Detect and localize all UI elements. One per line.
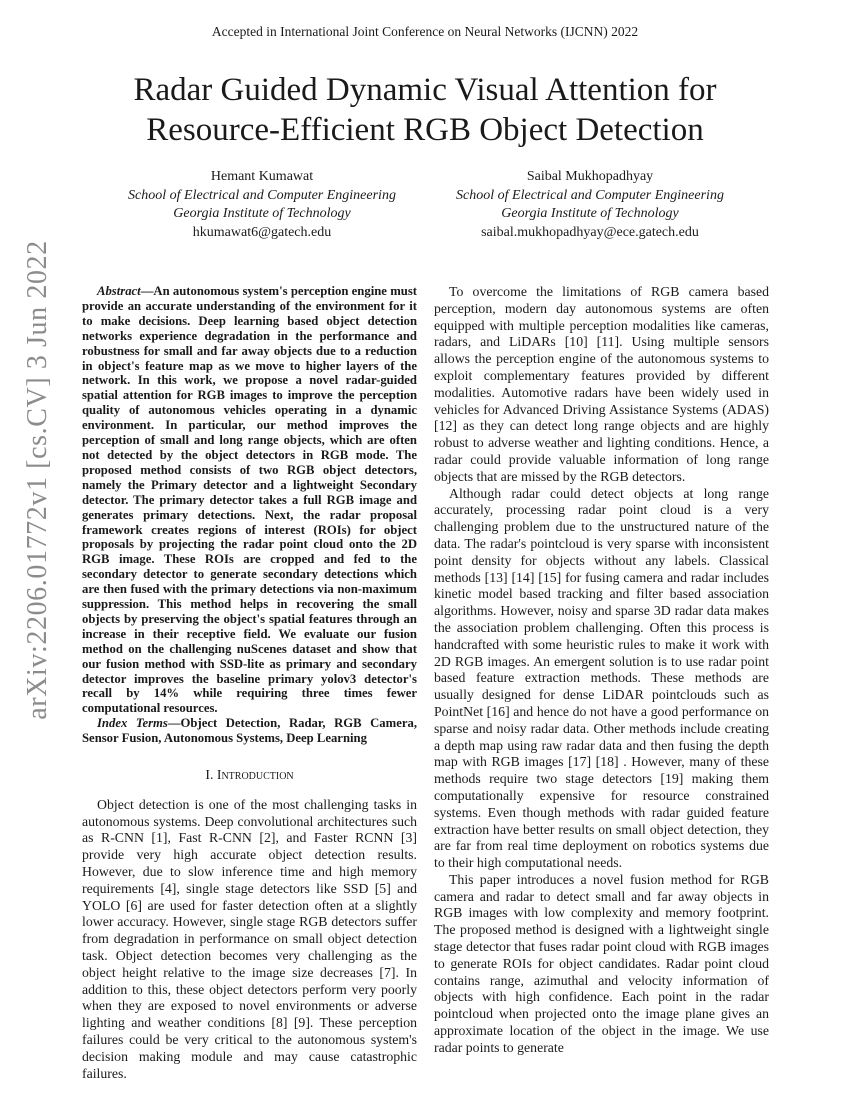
paper-title-line-1: Radar Guided Dynamic Visual Attention for bbox=[133, 72, 717, 108]
author-department: School of Electrical and Computer Engineering bbox=[128, 187, 396, 203]
index-terms-text: —Object Detection, Radar, RGB Camera, Sensor Fusion, Autonomous Systems, Deep Learning bbox=[82, 716, 417, 746]
index-terms-label: Index Terms bbox=[97, 716, 168, 731]
author-institution: Georgia Institute of Technology bbox=[501, 206, 679, 221]
abstract-text: —An autonomous system's perception engine must provide an accurate understanding of the environment for it to make decisions. Deep learning based object detection networks experience degradation in the performance and robustness for small and far away objects due to a reduction in object's feature map as we move to higher layers of the network. In this work, we propose a novel radar-guided spatial attention for RGB images to improve the perception quality of autonomous vehicles operating in a dynamic environment. In particular, our method improves the perception of small and long range objects, which are often not detected by the object detectors in RGB mode. The proposed method consists of two RGB object detectors, namely the Primary detector and a lightweight Secondary detector. The primary detector takes a full RGB image and generates primary detections. Next, the radar proposal framework creates regions of interest (ROIs) for object proposals by projecting the radar point cloud onto the 2D RGB image. These ROIs are cropped and fed to the secondary detector to generate secondary detections which are then fused with the primary detections via non-maximum suppression. This method helps in recovering the small objects by preserving the object's spatial features through an increase in their receptive field. We evaluate our fusion method on the challenging nuScenes dataset and show that our fusion method with SSD-lite as primary and secondary detector improves the baseline primary yolov3 detector's recall by 14% while requiring three times fewer computational resources. bbox=[82, 284, 417, 716]
intro-paragraph-1: Object detection is one of the most challenging tasks in autonomous systems. Deep convolutional architectures such as R-CNN [1], Fast R-CNN [2], and Faster RCNN [3] provide very high accurate object detection results. However, due to slow inference time and high memory requirements [4], single stage detectors like SSD [5] and YOLO [6] are used for faster detection often at a slightly lower accuracy. However, single stage RGB detectors suffer from degradation in performance on small object detection task. Object detection becomes very challenging as the object height relative to the image size decreases [7]. In addition to this, these object detectors perform very poorly when they are exposed to novel environments or adverse lighting and weather conditions [8] [9]. These perception failures could be very critical to the autonomous system's decision making module and may cause catastrophic failures. bbox=[82, 796, 417, 1081]
paper-title bbox=[60, 70, 790, 150]
abstract bbox=[82, 284, 417, 716]
intro-paragraph-2: To overcome the limitations of RGB camera based perception, modern day autonomous systems are often equipped with multiple perception modalities like cameras, radars, and LiDARs [10] [11]. Using multiple sensors allows the perception engine of the autonomous systems to exploit complementary features provided by different modalities. Automotive radars have been widely used in vehicles for Advanced Driving Assistance Systems (ADAS) [12] as they can detect long range objects and are highly robust to adverse weather and lighting conditions. Hence, a radar could provide valuable information of long range objects that are missed by the RGB detectors. bbox=[434, 284, 769, 484]
author-institution: Georgia Institute of Technology bbox=[173, 206, 351, 221]
section-number: I. bbox=[205, 767, 214, 783]
arxiv-stamp: arXiv:2206.01772v1 [cs.CV] 3 Jun 2022 bbox=[22, 240, 53, 720]
author-name: Hemant Kumawat bbox=[210, 169, 314, 184]
intro-paragraph-3: Although radar could detect objects at long range accurately, processing radar point cloud is a very challenging problem due to the unstructured nature of the data. The radar's pointcloud is very sparse with inconsistent point density for objects without any labels. Classical methods [13] [14] [15] for fusing camera and radar includes kinetic model based tracking and filter based association algorithms. However, noisy and sparse 3D radar data makes the association problem challenging. Often this process is handcrafted with some heuristic rules to make it work with 2D RGB images. An emergent solution is to use radar point based feature extraction methods. These methods are usually designed for dense LiDAR pointclouds such as PointNet [16] and hence do not have a good performance on sparse and noisy radar data. Other methods include creating a depth map using raw radar data and then fusing the depth map with RGB images [17] [18] . However, many of these methods require two stage detectors [19] making them computationally expensive for resource constrained systems. Even though methods with radar guided feature extraction have better results on small object detection, they are far from real time deployment on robotics systems due to their high computational needs. bbox=[434, 485, 769, 871]
author-department: School of Electrical and Computer Engineering bbox=[456, 187, 724, 203]
author-email: saibal.mukhopadhyay@ece.gatech.edu bbox=[481, 224, 699, 240]
section-title: Introduction bbox=[216, 767, 294, 783]
author-name: Saibal Mukhopadhyay bbox=[526, 169, 654, 184]
intro-paragraph-4: This paper introduces a novel fusion method for RGB camera and radar to detect small and far away objects in RGB images with low complexity and memory footprint. The proposed method is designed with a lightweight single stage detector that fuses radar point cloud with RGB images to generate ROIs for object candidates. Radar point cloud contains range, azimuthal and velocity information of objects with high confidence. Each point in the radar pointcloud when projected onto the image plane gives an approximate location of the object in the image. We use radar points to generate bbox=[434, 871, 769, 1055]
paper-title-line-2: Resource-Efficient RGB Object Detection bbox=[146, 112, 704, 148]
abstract-label: Abstract bbox=[97, 284, 141, 298]
index-terms bbox=[82, 716, 417, 746]
author-block-2 bbox=[440, 168, 740, 242]
right-column bbox=[434, 284, 769, 1057]
section-heading-introduction bbox=[82, 767, 417, 784]
acceptance-note: Accepted in International Joint Conference on Neural Networks (IJCNN) 2022 bbox=[211, 24, 639, 39]
author-email: hkumawat6@gatech.edu bbox=[192, 224, 332, 240]
author-block-1 bbox=[112, 168, 412, 242]
left-column bbox=[82, 284, 417, 1082]
